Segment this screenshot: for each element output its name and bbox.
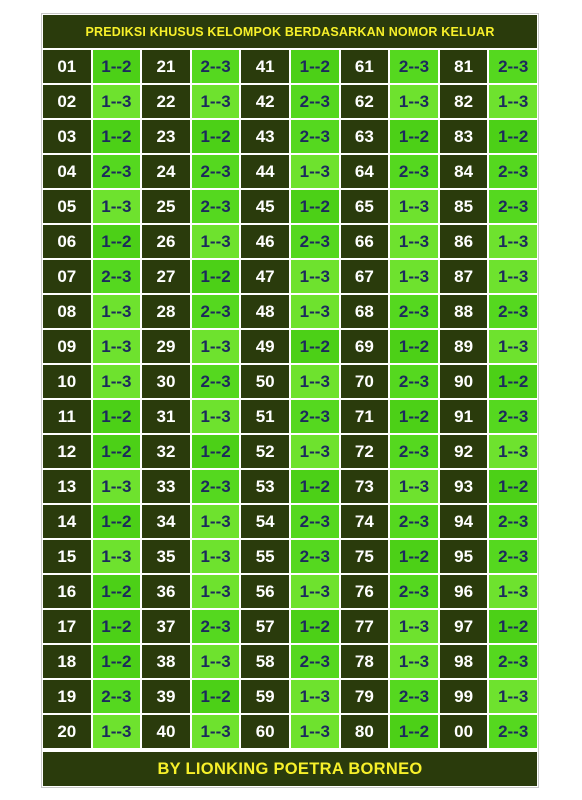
- number-cell: 56: [241, 575, 289, 608]
- number-cell: 69: [341, 330, 389, 363]
- group-cell: 2--3: [390, 505, 438, 538]
- group-cell: 1--2: [390, 715, 438, 748]
- group-cell: 1--3: [291, 680, 339, 713]
- number-cell: 52: [241, 435, 289, 468]
- group-cell: 1--2: [489, 470, 537, 503]
- number-cell: 84: [440, 155, 488, 188]
- group-cell: 1--2: [93, 120, 141, 153]
- number-cell: 22: [142, 85, 190, 118]
- number-cell: 72: [341, 435, 389, 468]
- number-cell: 10: [43, 365, 91, 398]
- group-cell: 2--3: [489, 540, 537, 573]
- group-cell: 1--2: [93, 400, 141, 433]
- group-cell: 2--3: [390, 50, 438, 83]
- number-cell: 58: [241, 645, 289, 678]
- group-cell: 2--3: [390, 295, 438, 328]
- number-cell: 73: [341, 470, 389, 503]
- number-cell: 23: [142, 120, 190, 153]
- group-cell: 1--2: [489, 610, 537, 643]
- group-cell: 1--2: [390, 120, 438, 153]
- group-cell: 1--3: [291, 575, 339, 608]
- number-cell: 61: [341, 50, 389, 83]
- group-cell: 1--2: [390, 540, 438, 573]
- group-cell: 1--3: [192, 505, 240, 538]
- group-cell: 1--3: [291, 715, 339, 748]
- group-cell: 1--3: [390, 225, 438, 258]
- group-cell: 1--3: [390, 645, 438, 678]
- number-cell: 62: [341, 85, 389, 118]
- group-cell: 1--2: [291, 50, 339, 83]
- group-cell: 1--2: [390, 330, 438, 363]
- group-cell: 1--3: [192, 330, 240, 363]
- number-cell: 89: [440, 330, 488, 363]
- number-cell: 67: [341, 260, 389, 293]
- number-cell: 97: [440, 610, 488, 643]
- group-cell: 2--3: [93, 260, 141, 293]
- group-cell: 2--3: [291, 225, 339, 258]
- group-cell: 1--2: [291, 190, 339, 223]
- number-cell: 39: [142, 680, 190, 713]
- number-cell: 78: [341, 645, 389, 678]
- number-cell: 86: [440, 225, 488, 258]
- number-cell: 02: [43, 85, 91, 118]
- group-cell: 2--3: [489, 645, 537, 678]
- number-cell: 55: [241, 540, 289, 573]
- number-cell: 68: [341, 295, 389, 328]
- group-cell: 1--3: [93, 540, 141, 573]
- group-cell: 1--3: [489, 330, 537, 363]
- group-cell: 1--3: [390, 470, 438, 503]
- group-cell: 1--2: [93, 645, 141, 678]
- group-cell: 1--3: [489, 260, 537, 293]
- group-cell: 1--3: [489, 85, 537, 118]
- number-cell: 83: [440, 120, 488, 153]
- group-cell: 1--3: [93, 470, 141, 503]
- number-cell: 99: [440, 680, 488, 713]
- poster-footer: BY LIONKING POETRA BORNEO: [43, 752, 537, 786]
- number-cell: 94: [440, 505, 488, 538]
- number-cell: 21: [142, 50, 190, 83]
- number-cell: 14: [43, 505, 91, 538]
- group-cell: 2--3: [192, 190, 240, 223]
- number-cell: 48: [241, 295, 289, 328]
- number-cell: 24: [142, 155, 190, 188]
- group-cell: 2--3: [390, 155, 438, 188]
- number-cell: 04: [43, 155, 91, 188]
- number-cell: 88: [440, 295, 488, 328]
- number-cell: 44: [241, 155, 289, 188]
- group-cell: 2--3: [489, 505, 537, 538]
- group-cell: 1--2: [93, 505, 141, 538]
- group-cell: 2--3: [93, 155, 141, 188]
- number-cell: 25: [142, 190, 190, 223]
- group-cell: 2--3: [93, 680, 141, 713]
- group-cell: 2--3: [291, 645, 339, 678]
- group-cell: 1--3: [489, 575, 537, 608]
- group-cell: 1--3: [291, 155, 339, 188]
- number-cell: 06: [43, 225, 91, 258]
- group-cell: 1--3: [390, 190, 438, 223]
- number-cell: 47: [241, 260, 289, 293]
- group-cell: 2--3: [291, 505, 339, 538]
- group-cell: 1--2: [93, 50, 141, 83]
- group-cell: 1--2: [291, 330, 339, 363]
- group-cell: 1--2: [93, 575, 141, 608]
- group-cell: 2--3: [291, 400, 339, 433]
- group-cell: 2--3: [390, 435, 438, 468]
- number-cell: 63: [341, 120, 389, 153]
- number-cell: 85: [440, 190, 488, 223]
- poster-title: PREDIKSI KHUSUS KELOMPOK BERDASARKAN NOMOR KELUAR: [43, 15, 537, 48]
- group-cell: 2--3: [489, 715, 537, 748]
- number-cell: 28: [142, 295, 190, 328]
- number-cell: 38: [142, 645, 190, 678]
- group-cell: 2--3: [489, 190, 537, 223]
- number-cell: 16: [43, 575, 91, 608]
- number-cell: 79: [341, 680, 389, 713]
- group-cell: 1--3: [291, 365, 339, 398]
- group-cell: 1--3: [93, 365, 141, 398]
- number-cell: 66: [341, 225, 389, 258]
- group-cell: 1--3: [192, 715, 240, 748]
- number-cell: 13: [43, 470, 91, 503]
- number-cell: 98: [440, 645, 488, 678]
- number-cell: 15: [43, 540, 91, 573]
- number-cell: 18: [43, 645, 91, 678]
- group-cell: 2--3: [489, 155, 537, 188]
- group-cell: 2--3: [390, 575, 438, 608]
- group-cell: 2--3: [192, 610, 240, 643]
- group-cell: 1--3: [93, 295, 141, 328]
- number-cell: 71: [341, 400, 389, 433]
- number-cell: 42: [241, 85, 289, 118]
- number-cell: 95: [440, 540, 488, 573]
- number-cell: 35: [142, 540, 190, 573]
- number-cell: 75: [341, 540, 389, 573]
- number-cell: 65: [341, 190, 389, 223]
- group-cell: 1--2: [93, 225, 141, 258]
- number-cell: 80: [341, 715, 389, 748]
- number-cell: 50: [241, 365, 289, 398]
- number-cell: 11: [43, 400, 91, 433]
- number-cell: 64: [341, 155, 389, 188]
- number-cell: 26: [142, 225, 190, 258]
- group-cell: 1--2: [93, 435, 141, 468]
- group-cell: 1--2: [192, 120, 240, 153]
- number-cell: 20: [43, 715, 91, 748]
- number-cell: 90: [440, 365, 488, 398]
- number-cell: 36: [142, 575, 190, 608]
- number-cell: 27: [142, 260, 190, 293]
- number-cell: 32: [142, 435, 190, 468]
- number-cell: 70: [341, 365, 389, 398]
- number-cell: 81: [440, 50, 488, 83]
- number-cell: 01: [43, 50, 91, 83]
- number-cell: 60: [241, 715, 289, 748]
- group-cell: 1--3: [93, 330, 141, 363]
- number-cell: 92: [440, 435, 488, 468]
- number-cell: 74: [341, 505, 389, 538]
- number-cell: 33: [142, 470, 190, 503]
- group-cell: 1--2: [93, 610, 141, 643]
- group-cell: 1--3: [192, 85, 240, 118]
- number-cell: 08: [43, 295, 91, 328]
- group-cell: 1--2: [489, 120, 537, 153]
- group-cell: 2--3: [291, 85, 339, 118]
- group-cell: 2--3: [291, 120, 339, 153]
- number-cell: 05: [43, 190, 91, 223]
- group-cell: 1--3: [192, 225, 240, 258]
- number-cell: 00: [440, 715, 488, 748]
- group-cell: 1--3: [489, 680, 537, 713]
- group-cell: 2--3: [291, 540, 339, 573]
- group-cell: 1--3: [390, 610, 438, 643]
- group-cell: 1--3: [192, 645, 240, 678]
- number-cell: 91: [440, 400, 488, 433]
- group-cell: 1--2: [192, 435, 240, 468]
- group-cell: 1--2: [390, 400, 438, 433]
- group-cell: 1--3: [192, 540, 240, 573]
- number-cell: 07: [43, 260, 91, 293]
- number-cell: 43: [241, 120, 289, 153]
- number-cell: 34: [142, 505, 190, 538]
- group-cell: 1--3: [93, 715, 141, 748]
- group-cell: 2--3: [192, 365, 240, 398]
- group-cell: 1--2: [291, 610, 339, 643]
- number-cell: 51: [241, 400, 289, 433]
- group-cell: 2--3: [489, 295, 537, 328]
- number-cell: 87: [440, 260, 488, 293]
- number-cell: 93: [440, 470, 488, 503]
- prediction-grid: [43, 50, 537, 748]
- group-cell: 2--3: [390, 365, 438, 398]
- group-cell: 2--3: [489, 400, 537, 433]
- number-cell: 53: [241, 470, 289, 503]
- number-cell: 17: [43, 610, 91, 643]
- group-cell: 1--3: [291, 295, 339, 328]
- group-cell: 2--3: [192, 295, 240, 328]
- number-cell: 49: [241, 330, 289, 363]
- number-cell: 57: [241, 610, 289, 643]
- number-cell: 82: [440, 85, 488, 118]
- group-cell: 2--3: [489, 50, 537, 83]
- number-cell: 54: [241, 505, 289, 538]
- group-cell: 2--3: [192, 155, 240, 188]
- number-cell: 40: [142, 715, 190, 748]
- number-cell: 03: [43, 120, 91, 153]
- group-cell: 1--2: [291, 470, 339, 503]
- number-cell: 41: [241, 50, 289, 83]
- number-cell: 09: [43, 330, 91, 363]
- group-cell: 1--2: [489, 365, 537, 398]
- number-cell: 31: [142, 400, 190, 433]
- group-cell: 2--3: [192, 50, 240, 83]
- group-cell: 1--3: [291, 435, 339, 468]
- group-cell: 1--3: [192, 575, 240, 608]
- group-cell: 1--3: [489, 225, 537, 258]
- group-cell: 1--3: [390, 85, 438, 118]
- number-cell: 77: [341, 610, 389, 643]
- number-cell: 76: [341, 575, 389, 608]
- number-cell: 96: [440, 575, 488, 608]
- group-cell: 1--3: [93, 190, 141, 223]
- group-cell: 1--3: [390, 260, 438, 293]
- number-cell: 19: [43, 680, 91, 713]
- group-cell: 1--2: [192, 680, 240, 713]
- number-cell: 29: [142, 330, 190, 363]
- number-cell: 46: [241, 225, 289, 258]
- group-cell: 2--3: [390, 680, 438, 713]
- group-cell: 1--3: [291, 260, 339, 293]
- group-cell: 1--2: [192, 260, 240, 293]
- number-cell: 45: [241, 190, 289, 223]
- number-cell: 37: [142, 610, 190, 643]
- group-cell: 1--3: [192, 400, 240, 433]
- number-cell: 12: [43, 435, 91, 468]
- group-cell: 1--3: [93, 85, 141, 118]
- group-cell: 1--3: [489, 435, 537, 468]
- group-cell: 2--3: [192, 470, 240, 503]
- number-cell: 30: [142, 365, 190, 398]
- number-cell: 59: [241, 680, 289, 713]
